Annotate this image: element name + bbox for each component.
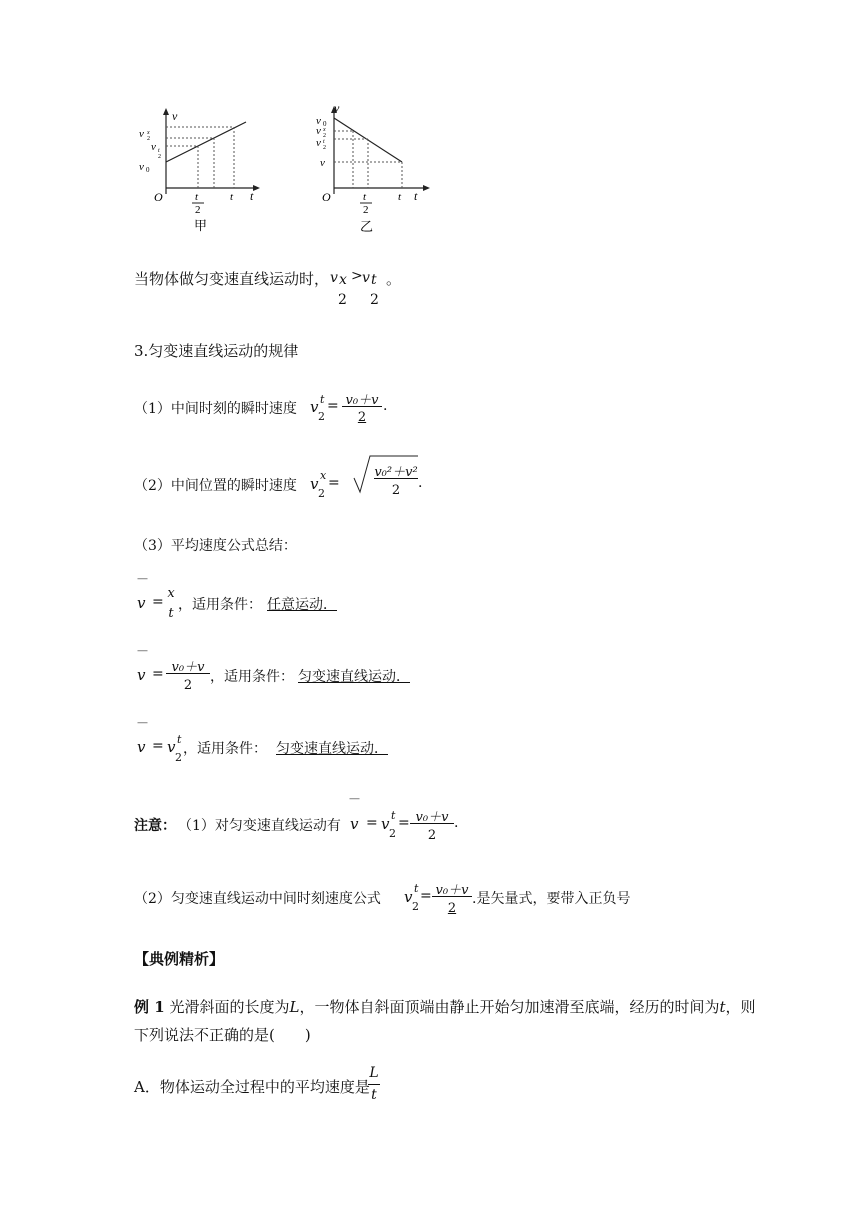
origin-label: O [154, 190, 163, 204]
svg-text:t: t [230, 191, 234, 203]
example1-line1: 例 1 光滑斜面的长度为L，一物体自斜面顶端由静止开始匀加速滑至底端，经历的时间为t，则 [134, 998, 756, 1016]
caption-jia: 甲 [194, 218, 208, 233]
axis-t-label: t [250, 189, 254, 203]
svg-text:v: v [320, 157, 325, 169]
section-title: 3.匀变速直线运动的规律 [134, 342, 299, 360]
svg-text:t: t [195, 191, 199, 203]
example-section-title: 【典例精析】 [134, 950, 225, 968]
svg-text:t: t [398, 191, 402, 203]
graph-jia [128, 100, 268, 240]
note-label: 注意： [134, 818, 176, 834]
conclusion-text: 当物体做匀变速直线运动时， [134, 270, 330, 288]
svg-text:v: v [139, 128, 144, 140]
svg-text:x: x [323, 127, 326, 133]
item2-label: （2）中间位置的瞬时速度 [134, 478, 297, 494]
item3-label: （3）平均速度公式总结： [134, 538, 297, 554]
caption-yi: 乙 [360, 219, 374, 234]
svg-text:v: v [139, 161, 144, 173]
svg-text:0: 0 [323, 120, 327, 128]
svg-text:2: 2 [363, 204, 369, 216]
svg-text:t: t [414, 189, 418, 203]
item1-label: （1）中间时刻的瞬时速度 [134, 401, 297, 417]
svg-text:t: t [323, 139, 325, 145]
svg-text:2: 2 [158, 154, 161, 160]
svg-text:2: 2 [195, 204, 201, 216]
svg-text:2: 2 [323, 145, 326, 151]
svg-text:t: t [363, 191, 367, 203]
svg-text:v: v [316, 125, 321, 137]
svg-text:2: 2 [323, 133, 326, 139]
svg-text:v: v [316, 115, 321, 127]
svg-text:v: v [316, 137, 321, 149]
graph-yi [296, 100, 436, 240]
example1-line2: 下列说法不正确的是( ) [134, 1026, 311, 1044]
svg-text:O: O [322, 190, 331, 204]
svg-text:v: v [334, 101, 340, 115]
svg-text:v: v [151, 141, 156, 153]
axis-v-label: v [172, 109, 178, 123]
option-a: A．物体运动全过程中的平均速度是 [134, 1078, 370, 1096]
svg-text:t: t [158, 148, 160, 154]
svg-text:0: 0 [146, 166, 150, 174]
svg-text:2: 2 [147, 136, 150, 142]
svg-text:x: x [147, 130, 150, 136]
